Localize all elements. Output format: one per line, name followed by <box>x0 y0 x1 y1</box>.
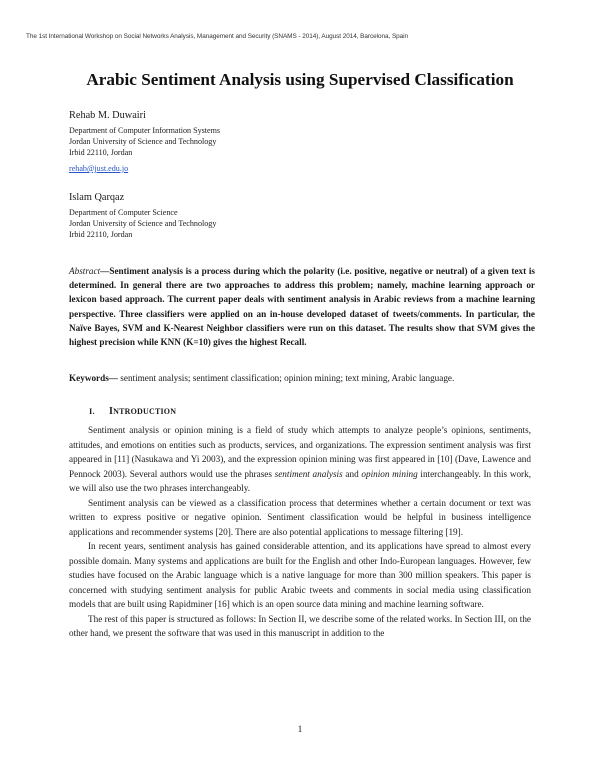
paragraph-1-text-a: Sentiment analysis or opinion mining is a field of study which attempts to analyze people’s opinions, sentiments, attitudes, and emotions on entities such as products, services, and organizations. The expression sentiment analysis was first appeared in [11] (Nasukawa and Yi 2003), and the expression opinion mining was first appeared in [10] (Dave, Lawence and Pennock 2003). Several authors would use the phrases <box>69 425 531 479</box>
running-header: The 1st International Workshop on Social Networks Analysis, Management and Security (SNAMS - 2014), August 2014, Barcelona, Spain <box>26 33 409 40</box>
abstract <box>69 264 535 349</box>
author-block-2 <box>69 191 369 240</box>
body-text <box>69 423 531 641</box>
page-number: 1 <box>297 725 303 735</box>
paragraph-3: In recent years, sentiment analysis has gained considerable attention, and its applications have spread to almost every possible domain. Many systems and applications are built for the English and other Indo-European languages. However, few studies have focused on the Arabic language which is a native language for more than 300 million speakers. This paper is concerned with studying sentiment analysis for public Arabic tweets and comments in social media using classification models that are built using Rapidminer [16] which is an open source data mining and machine learning software. <box>69 541 531 609</box>
section-title <box>109 407 176 416</box>
paragraph-2: Sentiment analysis can be viewed as a classification process that determines whether a certain document or text was written to express positive or negative opinion. Sentiment classification would be helpful in business intelligence applications and recommender systems [20]. There are also potential applications to message filtering [19]. <box>69 497 531 537</box>
author-department: Department of Computer Science <box>69 208 178 217</box>
abstract-label: Abstract <box>69 266 101 276</box>
author-list <box>69 109 369 255</box>
paragraph-4: The rest of this paper is structured as follows: In Section II, we describe some of the related works. In Section III, on the other hand, we present the software that was used in this manuscript in addition to the <box>69 613 531 638</box>
section-title-rest: NTRODUCTION <box>113 407 177 416</box>
author-address: Irbid 22110, Jordan <box>69 230 133 239</box>
author-department: Department of Computer Information Systems <box>69 126 221 135</box>
term-opinion-mining: opinion mining <box>361 468 418 479</box>
abstract-text: —Sentiment analysis is a process during which the polarity (i.e. positive, negative or neutral) of a given text is determined. In general there are two approaches to address this problem; namely, machine learning approach or lexicon based approach. The current paper deals with sentiment analysis in Arabic reviews from a machine learning perspective. Three classifiers were applied on an in-house developed dataset of tweets/comments. In particular, the Naïve Bayes, SVM and K-Nearest Neighbor classifiers were run on this dataset. The results show that SVM gives the highest precision while KNN (K=10) gives the highest Recall. <box>69 266 535 348</box>
author-university: Jordan University of Science and Technology <box>69 137 217 146</box>
author-email-link[interactable]: rehab@just.edu.jo <box>69 164 129 173</box>
paragraph-1-text-c: interchangeably. In this work, we will also use the two phrases interchangeably. <box>69 468 531 493</box>
author-university: Jordan University of Science and Technology <box>69 219 217 228</box>
author-name: Islam Qarqaz <box>69 192 125 203</box>
keywords <box>69 372 539 385</box>
author-name: Rehab M. Duwairi <box>69 110 146 121</box>
paper-title: Arabic Sentiment Analysis using Supervised Classification <box>86 70 514 89</box>
keywords-text: sentiment analysis; sentiment classification; opinion mining; text mining, Arabic language. <box>118 373 455 383</box>
term-sentiment-analysis: sentiment analysis <box>274 468 343 479</box>
keywords-label: Keywords— <box>69 373 118 383</box>
author-block-1 <box>69 109 369 176</box>
section-title-initial: I <box>109 406 114 417</box>
paragraph-1 <box>69 423 531 496</box>
section-number: I. <box>89 407 95 416</box>
section-heading-introduction <box>89 406 176 417</box>
paragraph-1-text-b: and <box>342 468 362 479</box>
author-address: Irbid 22110, Jordan <box>69 148 133 157</box>
